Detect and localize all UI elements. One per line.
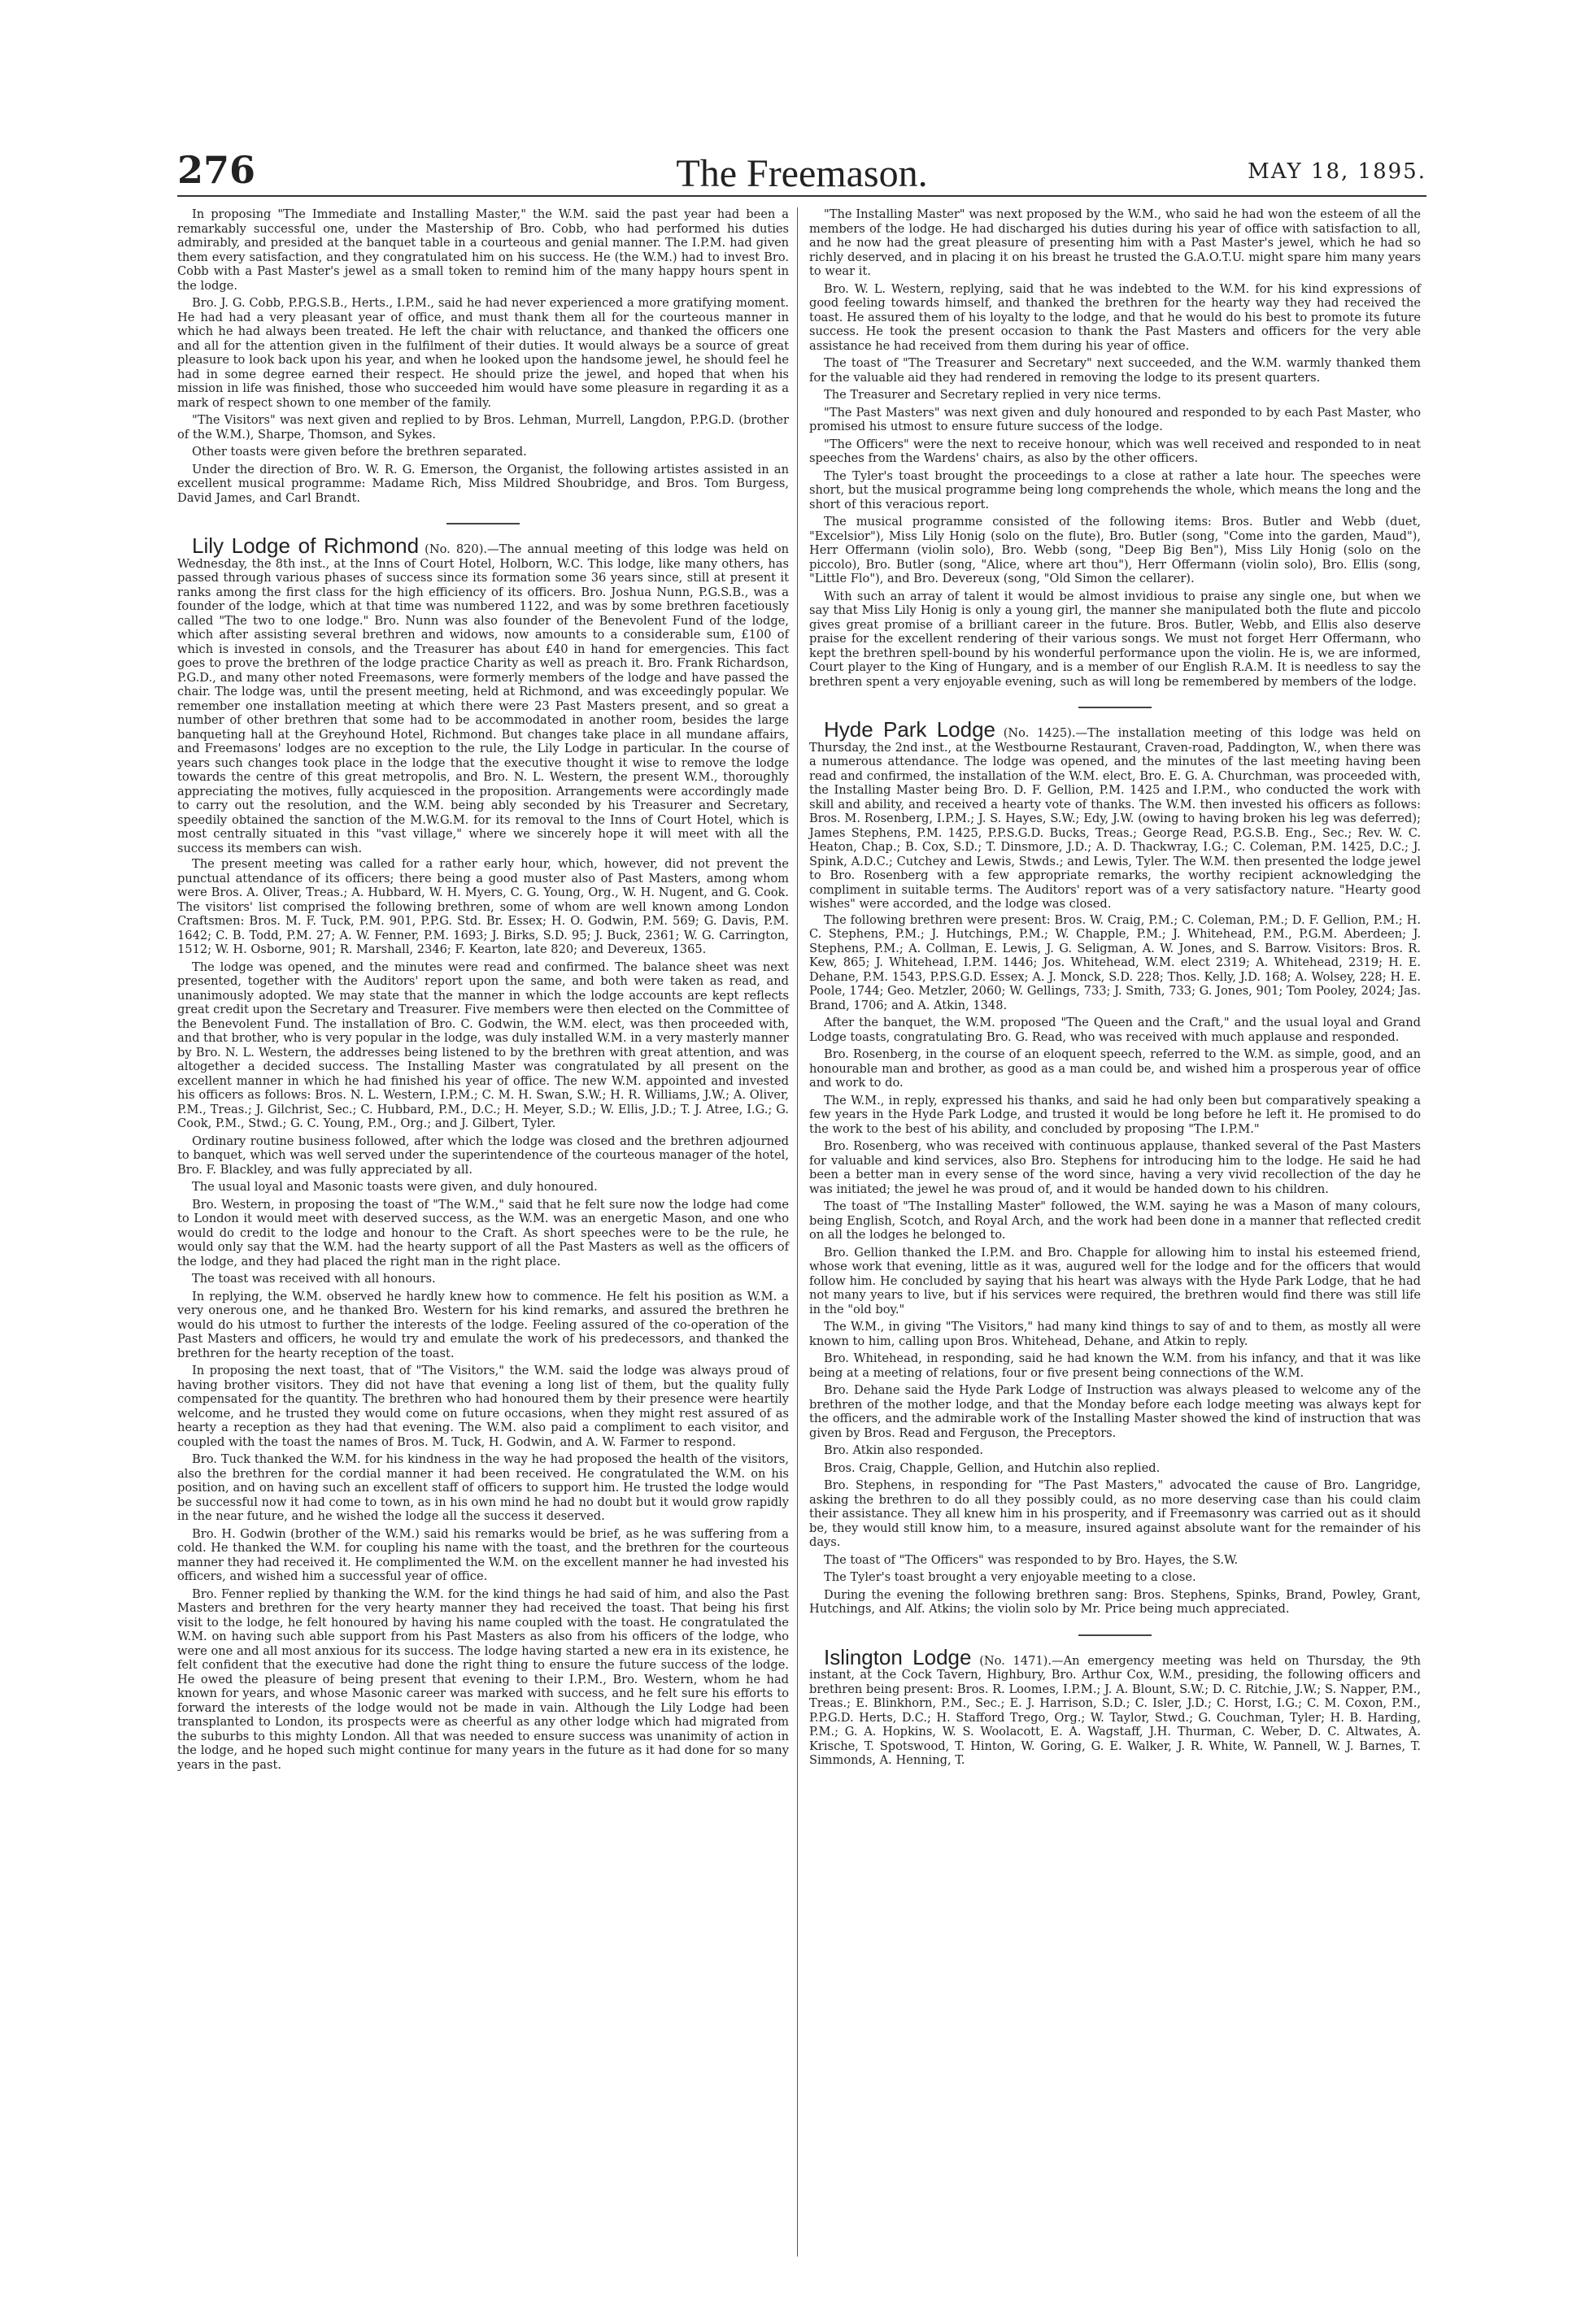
paragraph: The lodge was opened, and the minutes were read and confirmed. The balance sheet was next presented, together with the Auditors' report upon the same, and both were taken as read, and unanimously adopted. We may state that the manner in which the lodge accounts are kept reflects great credit upon the Secretary and Treasurer. Five members were then elected on the Committee of the Benevolent Fund. The installation of Bro. C. Godwin, the W.M. elect, was then proceeded with, and that brother, who is very popular in the lodge, was duly installed W.M. in a very masterly manner by Bro. N. L. Western, the addresses being listened to by the brethren with great attention, and was altogether a decided success. The Installing Master was congratulated by all present on the excellent manner in which he had finished his year of office. The new W.M. appointed and invested his officers as follows: Bros. N. L. Western, I.P.M.; C. M. H. Swan, S.W.; H. R. Williams, J.W.; A. Oliver, P.M., Treas.; J. Gilchrist, Sec.; C. Hubbard, P.M., D.C.; H. Meyer, S.D.; W. Ellis, J.D.; T. J. Atree, I.G.; G. Cook, P.M., Stwd.; G. C. Young, P.M., Org.; and J. Gilbert, Tyler. — [177, 960, 789, 1130]
paragraph: Bro. W. L. Western, replying, said that he was indebted to the W.M. for his kind expressions of good feeling towards himself, and thanked the brethren for the hearty way they had received the toast. He assured them of his loyalty to the lodge, and that he would do his best to promote its future success. He took the present occasion to thank the Past Masters and officers for the very able assistance he had received from them during his year of office. — [809, 281, 1421, 353]
paragraph: The following brethren were present: Bros. W. Craig, P.M.; C. Coleman, P.M.; D. F. Gellion, P.M.; H. C. Stephens, P.M.; J. Hutchings, P.M.; W. Chapple, P.M.; J. Whitehead, P.M., P.G.M. Aberdeen; J. Stephens, P.M.; A. Collman, E. Lewis, J. G. Seligman, A. W. Jones, and S. Barrow. Visitors: Bros. R. Kew, 865; J. Whitehead, I.P.M. 1446; Jos. Whitehead, W.M. elect 2319; A. Whitehead, 2319; H. E. Dehane, P.M. 1543, P.P.S.G.D. Essex; A. J. Monck, S.D. 228; Thos. Kelly, J.D. 168; A. Wolsey, 228; H. E. Poole, 1744; Geo. Metzler, 2060; W. Gellings, 733; J. Smith, 733; G. Jones, 901; Tom Pooley, 2024; Jas. Brand, 1706; and A. Atkin, 1348. — [809, 912, 1421, 1012]
paragraph: The Tyler's toast brought the proceedings to a close at rather a late hour. The speeches were short, but the musical programme being long comprehends the whole, which means the long and the short of this veracious report. — [809, 468, 1421, 511]
paragraph: The W.M., in giving "The Visitors," had many kind things to say of and to them, as mostly all were known to him, calling upon Bros. Whitehead, Dehane, and Atkin to reply. — [809, 1320, 1421, 1348]
column-divider — [797, 207, 798, 2257]
islington-lodge-report — [809, 1644, 1421, 1768]
paragraph: The Tyler's toast brought a very enjoyable meeting to a close. — [824, 1570, 1196, 1584]
paragraph: Under the direction of Bro. W. R. G. Emerson, the Organist, the following artistes assisted in an excellent musical programme: Madame Rich, Miss Mildred Shoubridge, and Bros. Tom Burgess, David James, and Carl Brandt. — [177, 462, 789, 505]
paragraph: In replying, the W.M. observed he hardly knew how to commence. He felt his position as W.M. a very onerous one, and he thanked Bro. Western for his kind remarks, and assured the brethren he would do his utmost to further the interests of the lodge. Feeling assured of the co-operation of the Past Masters and officers, he would try and emulate the work of his predecessors, and thanked the brethren for the hearty reception of the toast. — [177, 1289, 789, 1360]
report-lead: (No. 1425).—The installation meeting of this lodge was held on Thursday, the 2nd inst., at the Westbourne Restaurant, Craven-road, Paddington, W., when there was a numerous attendance. The lodge was opened, and the minutes of the last meeting having been read and confirmed, the installation of the W.M. elect, Bro. E. G. A. Churchman, was proceeded with, the Installing Master being Bro. D. F. Gellion, P.M. 1425 and I.P.M., who conducted the work with skill and ability, and received a hearty vote of thanks. The W.M. then invested his officers as follows: Bros. M. Rosenberg, I.P.M.; J. S. Hayes, S.W.; Edy, J.W. (owing to having broken his leg was deferred); James Stephens, P.M. 1425, P.P.S.G.D. Bucks, Treas.; George Read, P.G.S.B. Eng., Sec.; Rev. W. C. Heaton, Chap.; B. Cox, S.D.; T. Dinsmore, J.D.; A. D. Thackwray, I.G.; C. Coleman, P.M. 1425, D.C.; J. Spink, A.D.C.; Cutchey and Lewis, Stwds.; and Lewis, Tyler. The W.M. then presented the lodge jewel to Bro. Rosenberg with a few appropriate remarks, the worthy recipient acknowledging the compliment in suitable terms. The Auditors' report was of a very satisfactory nature. "Hearty good wishes" were accorded, and the lodge was closed. — [809, 726, 1421, 911]
issue-date: MAY 18, 1895. — [1248, 159, 1426, 184]
paragraph: Bro. Gellion thanked the I.P.M. and Bro. Chapple for allowing him to instal his esteemed friend, whose work that evening, little as it was, augured well for the lodge and for the officers that would follow him. He concluded by saying that his heart was always with the Hyde Park Lodge, that he had not many years to live, but if his services were required, the brethren would find there was still life in the "old boy." — [809, 1245, 1421, 1316]
page-number: 276 — [177, 148, 256, 192]
paragraph: Bro. Dehane said the Hyde Park Lodge of Instruction was always pleased to welcome any of the brethren of the mother lodge, and that the Monday before each lodge meeting was always kept for the officers, and the admirable work of the Installing Master showed the kind of instruction that was given by Bros. Read and Ferguson, the Preceptors. — [809, 1383, 1421, 1440]
paragraph: With such an array of talent it would be almost invidious to praise any single one, but when we say that Miss Lily Honig is only a young girl, the manner she manipulated both the flute and piccolo gives great promise of a brilliant career in the future. Bros. Butler, Webb, and Ellis also deserve praise for the excellent rendering of their various songs. We must not forget Herr Offermann, who kept the brethren spell-bound by his wonderful performance upon the violin. He is, we are informed, Court player to the King of Hungary, and is a member of our English R.A.M. It is needless to say the brethren spent a very enjoyable evening, such as will long be remembered by members of the lodge. — [809, 589, 1421, 689]
paragraph: Bro. Rosenberg, who was received with continuous applause, thanked several of the Past Masters for valuable and kind services, also Bro. Stephens for introducing him to the lodge. He said he had been a better man in every sense of the word since, having a very vivid recollection of the day he was initiated; the jewel he was proud of, and it would be handed down to his children. — [809, 1139, 1421, 1196]
paragraph: Bro. J. G. Cobb, P.P.G.S.B., Herts., I.P.M., said he had never experienced a more gratifying moment. He had had a very pleasant year of office, and must thank them all for the courteous manner in which he had always been treated. He left the chair with reluctance, and thanked the officers one and all for the attention given in the fulfilment of their duties. It would always be a source of great pleasure to look back upon his year, and when he looked upon the handsome jewel, he should feel he had in some degree earned their respect. He should prize the jewel, and hoped that when his mission in life was finished, those who succeeded him would have some pleasure in regarding it as a mark of respect shown to one member of the family. — [177, 296, 789, 410]
section-separator — [446, 523, 520, 524]
paragraph: After the banquet, the W.M. proposed "The Queen and the Craft," and the usual loyal and Grand Lodge toasts, congratulating Bro. G. Read, who was received with much applause and responded. — [809, 1016, 1421, 1044]
paragraph: Bro. Western, in proposing the toast of "The W.M.," said that he felt sure now the lodge had come to London it would meet with deserved success, as the W.M. was an energetic Mason, and one who would do credit to the lodge and honour to the Craft. As short speeches were to be the rule, he would only say that the W.M. had the hearty support of all the Past Masters as well as the officers of the lodge, and they had placed the right man in the right place. — [177, 1197, 789, 1269]
paragraph: The present meeting was called for a rather early hour, which, however, did not prevent the punctual attendance of its officers; there being a good muster also of Past Masters, among whom were Bros. A. Oliver, Treas.; A. Hubbard, W. H. Myers, C. G. Young, Org., W. H. Nugent, and G. Cook. The visitors' list comprised the following brethren, some of whom are well known among London Craftsmen: Bros. M. F. Tuck, P.M. 901, P.P.G. Std. Br. Essex; H. O. Godwin, P.M. 569; G. Davis, P.M. 1642; C. B. Todd, P.M. 27; A. W. Fenner, P.M. 1693; J. Birks, S.D. 95; J. Buck, 2361; W. G. Carrington, 1512; W. H. Osborne, 901; R. Marshall, 2346; F. Kearton, late 820; and Devereux, 1365. — [177, 857, 789, 956]
paragraph: Bros. Craig, Chapple, Gellion, and Hutchin also replied. — [824, 1460, 1161, 1475]
header-rule — [177, 195, 1426, 197]
paragraph: During the evening the following brethren sang: Bros. Stephens, Spinks, Brand, Powley, Grant, Hutchings, and Alf. Atkins; the violin solo by Mr. Price being much appreciated. — [809, 1587, 1421, 1616]
masthead — [177, 148, 1426, 197]
paragraph: Bro. Fenner replied by thanking the W.M. for the kind things he had said of him, and also the Past Masters and brethren for the very hearty manner they had received the toast. That being his first visit to the lodge, he felt honoured by having his name coupled with the toast. He congratulated the W.M. on having such able support from his Past Masters as also from his officers of the lodge, who were one and all most anxious for its success. The lodge having started a new era in its existence, he felt confident that the executive had done the right thing to ensure the future success of the lodge. He owed the pleasure of being present that evening to their I.P.M., Bro. Western, whom he had known for years, and whose Masonic career was marked with success, and he felt sure his efforts to forward the interests of the lodge would not be made in vain. Although the Lily Lodge had been transplanted to London, its prospects were as cheerful as any other lodge which had migrated from the suburbs to this mighty London. All that was needed to ensure success was unanimity of action in the lodge, and he hoped such might continue for many years in the future as it had done for so many years in the past. — [177, 1586, 789, 1772]
paragraph: The musical programme consisted of the following items: Bros. Butler and Webb (duet, "Excelsior"), Miss Lily Honig (solo on the flute), Bro. Butler (song, "Come into the garden, Maud"), Herr Offermann (violin solo), Bro. Webb (song, "Deep Big Ben"), Miss Lily Honig (solo on the piccolo), Bro. Butler (song, "Alice, where art thou"), Herr Offermann (violin solo), Bro. Ellis (song, "Little Flo"), and Bro. Devereux (song, "Old Simon the cellarer). — [809, 515, 1421, 585]
paragraph: Ordinary routine business followed, after which the lodge was closed and the brethren adjourned to banquet, which was well served under the superintendence of the courteous manager of the hotel, Bro. F. Blackley, and was fully appreciated by all. — [177, 1134, 789, 1177]
paragraph: The toast of "The Treasurer and Secretary" next succeeded, and the W.M. warmly thanked them for the valuable aid they had rendered in removing the lodge to its present quarters. — [809, 356, 1421, 385]
lily-lodge-report — [177, 533, 789, 855]
report-lead: (No. 1471).—An emergency meeting was held on Thursday, the 9th instant, at the Cock Tavern, Highbury, Bro. Arthur Cox, W.M., presiding, the following officers and brethren being present: Bros. R. Loomes, I.P.M.; J. A. Blount, S.W.; D. C. Ritchie, J.W.; S. Napper, P.M., Treas.; E. Blinkhorn, P.M., Sec.; E. J. Harrison, S.D.; C. Isler, J.D.; C. Horst, I.G.; C. M. Coxon, P.M., P.P.G.D. Herts, D.C.; H. Stafford Trego, Org.; W. Taylor, Stwd.; G. Couchman, Tyler; H. B. Harding, P.M.; G. A. Hopkins, W. S. Woolacott, E. A. Wagstaff, J.H. Thurman, C. Weber, D. C. Altwates, A. Krische, T. Spotswood, T. Hinton, W. Goring, G. E. Walker, J. R. White, W. Pannell, W. J. Barnes, T. Simmonds, A. Henning, T. — [809, 1653, 1421, 1767]
section-separator — [1078, 707, 1152, 708]
newspaper-title: The Freemason. — [676, 152, 928, 195]
section-separator — [1078, 1634, 1152, 1636]
paragraph: The toast was received with all honours. — [192, 1272, 436, 1286]
paragraph: The toast of "The Installing Master" followed, the W.M. saying he was a Mason of many colours, being English, Scotch, and Royal Arch, and the work had been done in a manner that reflected credit on all the lodges he belonged to. — [809, 1199, 1421, 1242]
paragraph: The toast of "The Officers" was responded to by Bro. Hayes, the S.W. — [824, 1552, 1239, 1567]
paragraph: "The Installing Master" was next proposed by the W.M., who said he had won the esteem of all the members of the lodge. He had discharged his duties during his year of office with satisfaction to all, and he now had the great pleasure of presenting him with a Past Master's jewel, which he had so richly deserved, and in placing it on his breast he trusted the G.A.O.T.U. might spare him many years to wear it. — [809, 207, 1421, 278]
lodge-heading: Hyde Park Lodge — [824, 717, 996, 742]
right-column — [809, 207, 1421, 1769]
paragraph: In proposing "The Immediate and Installing Master," the W.M. said the past year had been a remarkably successful one, under the Mastership of Bro. Cobb, who had performed his duties admirably, and presided at the banquet table in a courteous and genial manner. The I.P.M. had given them every satisfaction, and they congratulated him on his success. He (the W.M.) had to invest Bro. Cobb with a Past Master's jewel as a small token to remind him of the many happy hours spent in the lodge. — [177, 207, 789, 293]
paragraph: The Treasurer and Secretary replied in very nice terms. — [824, 388, 1161, 402]
paragraph: "The Past Masters" was next given and duly honoured and responded to by each Past Master, who promised his utmost to ensure future success of the lodge. — [809, 405, 1421, 433]
paragraph: The W.M., in reply, expressed his thanks, and said he had only been but comparatively speaking a few years in the Hyde Park Lodge, and trusted it would be long before he left it. He promised to do the work to the best of his ability, and concluded by proposing "The I.P.M." — [809, 1093, 1421, 1136]
paragraph: In proposing the next toast, that of "The Visitors," the W.M. said the lodge was always proud of having brother visitors. They did not have that evening a long list of them, but the quality fully compensated for the quantity. The brethren who had honoured them by their presence were heartily welcome, and he trusted they would come on future occasions, when they might rest assured of as hearty a reception as they had that evening. The W.M. also paid a compliment to each visitor, and coupled with the toast the names of Bros. M. Tuck, H. Godwin, and A. W. Farmer to respond. — [177, 1364, 789, 1449]
paragraph: "The Officers" were the next to receive honour, which was well received and responded to in neat speeches from the Wardens' chairs, as also by the other officers. — [809, 437, 1421, 465]
paragraph: "The Visitors" was next given and replied to by Bros. Lehman, Murrell, Langdon, P.P.G.D. (brother of the W.M.), Sharpe, Thomson, and Sykes. — [177, 413, 789, 442]
paragraph: Bro. Atkin also responded. — [824, 1443, 984, 1457]
paragraph: The usual loyal and Masonic toasts were given, and duly honoured. — [192, 1180, 598, 1194]
paragraph: Bro. Stephens, in responding for "The Past Masters," advocated the cause of Bro. Langridge, asking the brethren to do all they possibly could, as no more deserving case than his could claim their assistance. They all knew him in his prosperity, and if Freemasonry was carried out as it should be, they would still know him, to a measure, insured against absolute want for the remainder of his days. — [809, 1478, 1421, 1549]
lodge-heading: Islington Lodge — [824, 1644, 972, 1669]
paragraph: Bro. Tuck thanked the W.M. for his kindness in the way he had proposed the health of the visitors, also the brethren for the cordial manner it had been received. He congratulated the W.M. on his position, and on having such an excellent staff of officers to support him. He trusted the lodge would be successful now it had come to town, as in his own mind he had no doubt but it would grow rapidly in the near future, and he wished the lodge all the success it deserved. — [177, 1452, 789, 1523]
hyde-park-lodge-report — [809, 717, 1421, 912]
paragraph: Bro. Whitehead, in responding, said he had known the W.M. from his infancy, and that it was like being at a meeting of relations, four or five present being connections of the W.M. — [809, 1351, 1421, 1380]
left-column — [177, 207, 789, 1775]
paragraph: Bro. H. Godwin (brother of the W.M.) said his remarks would be brief, as he was suffering from a cold. He thanked the W.M. for coupling his name with the toast, and the brethren for the courteous manner they had received it. He complimented the W.M. on the excellent manner he had invested his officers, and wished him a successful year of office. — [177, 1526, 789, 1583]
paragraph: Other toasts were given before the brethren separated. — [192, 445, 527, 459]
lodge-heading: Lily Lodge of Richmond — [192, 533, 420, 558]
report-lead: (No. 820).—The annual meeting of this lodge was held on Wednesday, the 8th inst., at the Inns of Court Hotel, Holborn, W.C. This lodge, like many others, has passed through various phases of success since its formation some 36 years since, still at present it ranks among the first class for the high efficiency of its officers. Bro. Joshua Nunn, P.G.S.B., was a founder of the lodge, which at that time was numbered 1122, and was by some brethren facetiously called "The two to one lodge." Bro. Nunn was also founder of the Benevolent Fund of the lodge, which after assisting several brethren and widows, now amounts to a considerable sum, £100 of which is invested in consols, and the Treasurer has about £40 in hand for emergencies. This fact goes to prove the brethren of the lodge practice Charity as well as preach it. Bro. Frank Richardson, P.G.D., and many other noted Freemasons, were formerly members of the lodge and have passed the chair. The lodge was, until the present meeting, held at Richmond, and was exceedingly popular. We remember one installation meeting at which there were 23 Past Masters present, and so great a number of other brethren that some had to be accommodated in another room, besides the large banqueting hall at the Greyhound Hotel, Richmond. But changes take place in all mundane affairs, and Freemasons' lodges are no exception to the rule, the Lily Lodge in particular. In the course of years such changes took place in the lodge that the executive thought it wise to remove the lodge towards the centre of this great metropolis, and Bro. N. L. Western, the present W.M., thoroughly appreciating the motives, fully acquiesced in the proposition. Arrangements were accordingly made to carry out the resolution, and the W.M. being ably seconded by his Treasurer and Secretary, speedily obtained the sanction of the M.W.G.M. for its removal to the Inns of Court Hotel, which is most centrally situated in this "vast village," where we sincerely hope it will meet with all the success its members can wish. — [177, 542, 789, 855]
paragraph: Bro. Rosenberg, in the course of an eloquent speech, referred to the W.M. as simple, good, and an honourable man and brother, as good as a man could be, and wished him a prosperous year of office and work to do. — [809, 1047, 1421, 1090]
